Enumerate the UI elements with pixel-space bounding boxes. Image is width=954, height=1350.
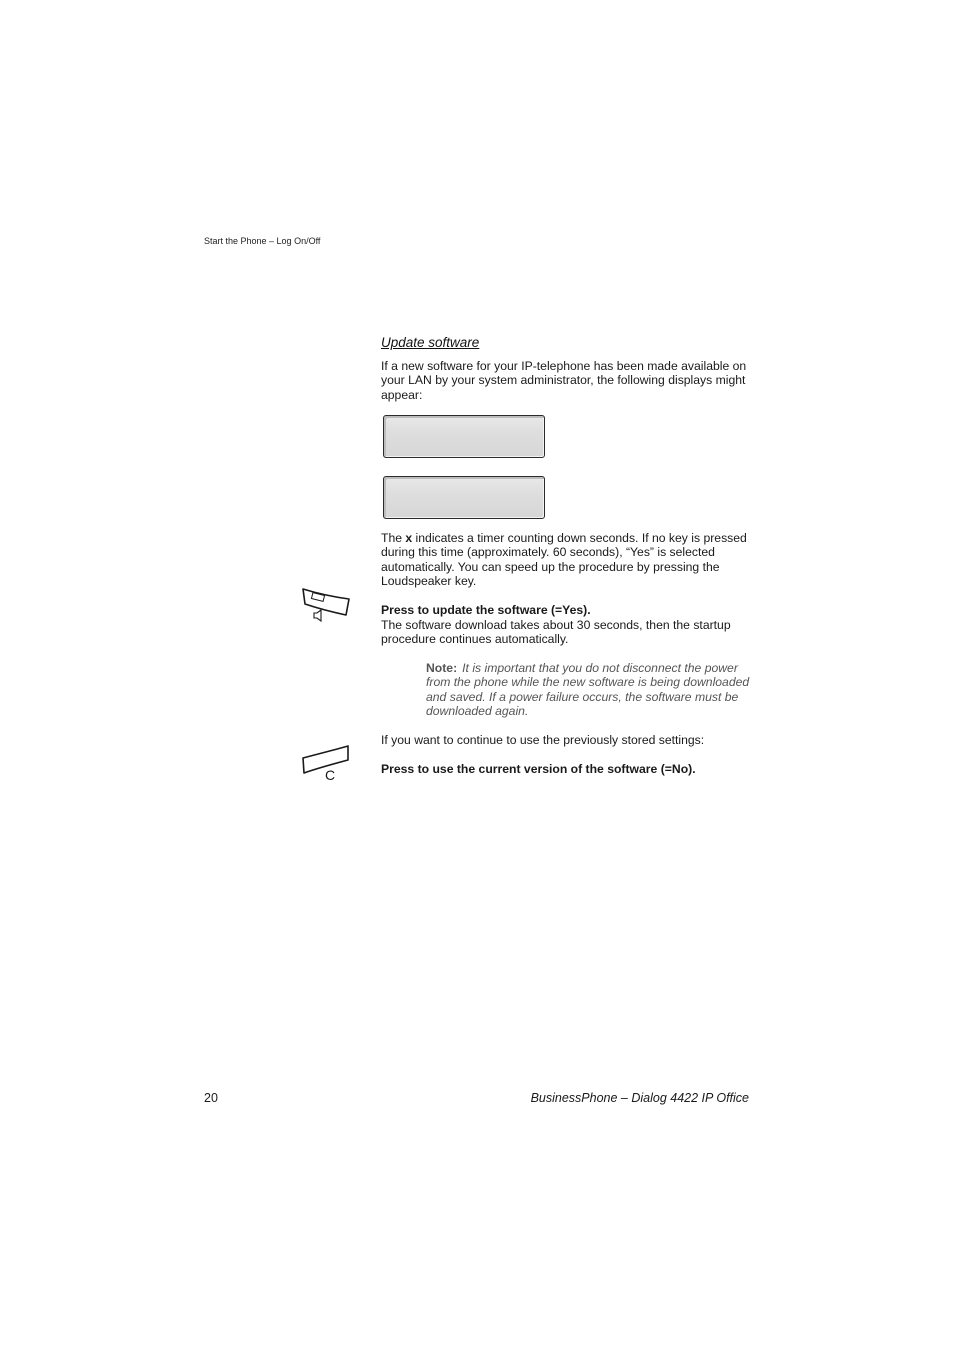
timer-text-after: indicates a timer counting down seconds. If no key is pressed during this time (approximately. 60 seconds), “Yes” is selected automatically. You can speed up the procedure by pressing the Loudspeaker key. [381, 531, 747, 589]
display-screen-2 [383, 476, 545, 519]
running-header: Start the Phone – Log On/Off [204, 236, 321, 246]
timer-key: x [405, 531, 413, 545]
display-screen-1 [383, 415, 545, 458]
intro-paragraph: If a new software for your IP-telephone has been made available on your LAN by your system administrator, the following displays might appear: [381, 359, 747, 402]
no-instruction: Press to use the current version of the software (=No). [381, 762, 696, 776]
timer-paragraph [381, 531, 753, 589]
note-text: It is important that you do not disconnect the power from the phone while the new software is being downloaded and saved. If a power failure occurs, the software must be downloaded again. [426, 661, 750, 719]
yes-instruction: Press to update the software (=Yes). [381, 603, 591, 617]
clear-key-label: C [325, 767, 336, 783]
footer-doc-title: BusinessPhone – Dialog 4422 IP Office [530, 1091, 749, 1105]
loudspeaker-key-icon [300, 585, 354, 630]
note-label: Note: [426, 661, 458, 675]
note-block [426, 661, 756, 719]
continue-text: If you want to continue to use the previously stored settings: [381, 733, 705, 747]
page-number: 20 [204, 1091, 218, 1105]
timer-text-before: The [381, 531, 406, 545]
yes-detail: The software download takes about 30 seconds, then the startup procedure continues automatically. [381, 618, 731, 647]
section-title: Update software [381, 335, 480, 350]
